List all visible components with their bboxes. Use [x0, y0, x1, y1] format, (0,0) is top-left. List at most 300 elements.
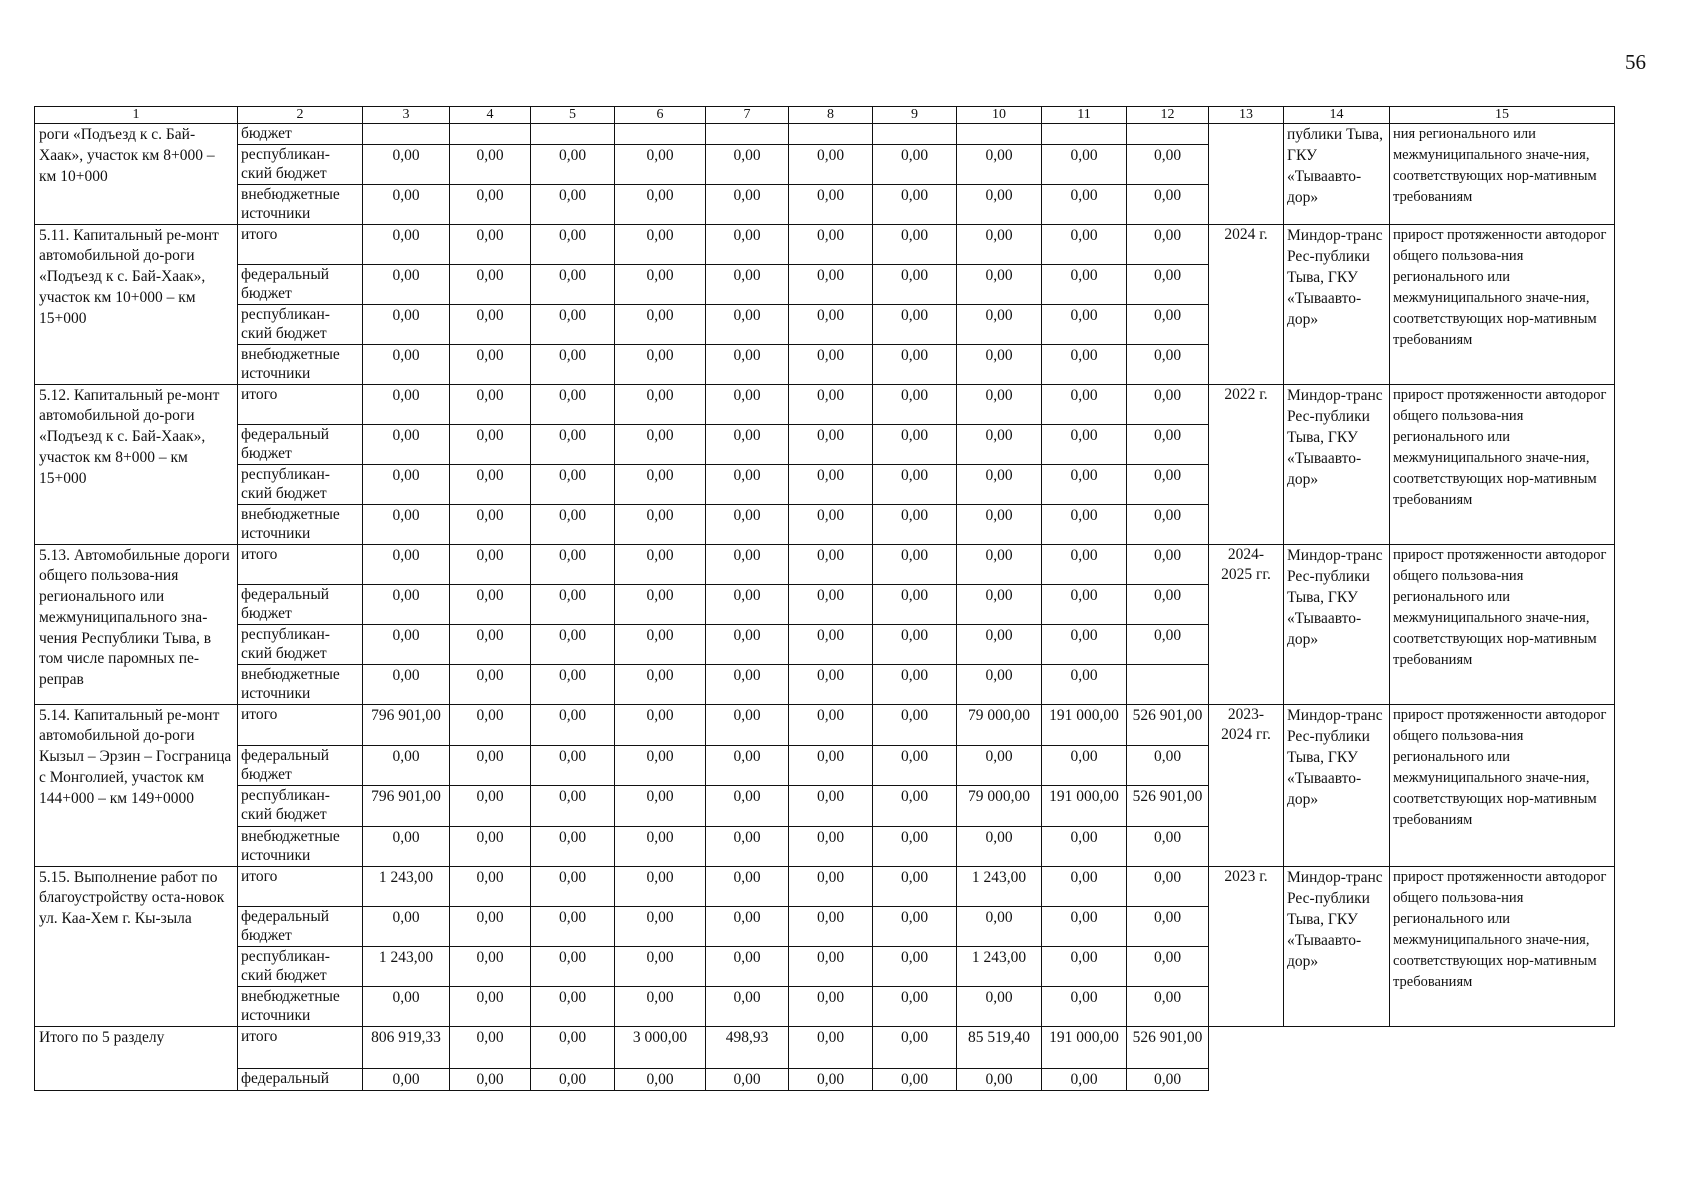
column-number-3: 3 [363, 107, 450, 124]
measure-name: 5.14. Капитальный ре-монт автомобильной до-роги Кызыл – Эрзин – Госграница с Монголией, участок км 144+000 – км 149+0000 [35, 704, 238, 866]
amount-cell: 0,00 [706, 464, 789, 504]
amount-cell: 0,00 [957, 544, 1042, 584]
amount-cell: 0,00 [1042, 986, 1127, 1026]
amount-cell: 0,00 [873, 906, 957, 946]
amount-cell: 0,00 [957, 384, 1042, 424]
executor: Миндор-транс Рес-публики Тыва, ГКУ «Тываавто-дор» [1284, 704, 1390, 866]
amount-cell: 0,00 [1042, 946, 1127, 986]
amount-cell: 0,00 [531, 986, 615, 1026]
amount-cell: 0,00 [706, 184, 789, 224]
amount-cell: 0,00 [450, 906, 531, 946]
column-number-7: 7 [706, 107, 789, 124]
amount-cell: 0,00 [873, 424, 957, 464]
amount-cell: 0,00 [531, 906, 615, 946]
executor: Миндор-транс Рес-публики Тыва, ГКУ «Тываавто-дор» [1284, 544, 1390, 704]
funding-source: итого [238, 384, 363, 424]
amount-cell: 0,00 [450, 344, 531, 384]
amount-cell: 0,00 [1127, 344, 1209, 384]
amount-cell: 0,00 [615, 224, 706, 264]
amount-cell: 0,00 [531, 184, 615, 224]
amount-cell: 0,00 [1042, 384, 1127, 424]
amount-cell: 0,00 [873, 624, 957, 664]
amount-cell: 0,00 [363, 344, 450, 384]
amount-cell: 0,00 [531, 946, 615, 986]
amount-cell: 0,00 [957, 304, 1042, 344]
table-row [35, 224, 1615, 264]
expected-result: прирост протяженности автодорог общего пользова-ния регионального или межмуниципального значе-ния, соответствующих нор-мативным требованиям [1390, 866, 1615, 1026]
amount-cell: 0,00 [957, 144, 1042, 184]
amount-cell: 0,00 [363, 504, 450, 544]
amount-cell: 0,00 [531, 344, 615, 384]
funding-source: внебюджетные источники [238, 826, 363, 866]
amount-cell: 0,00 [873, 664, 957, 704]
table-row [35, 704, 1615, 745]
amount-cell: 0,00 [1127, 624, 1209, 664]
amount-cell: 79 000,00 [957, 704, 1042, 745]
amount-cell: 0,00 [615, 1068, 706, 1090]
amount-cell: 0,00 [1042, 906, 1127, 946]
amount-cell: 0,00 [531, 224, 615, 264]
amount-cell: 0,00 [789, 504, 873, 544]
amount-cell: 0,00 [789, 304, 873, 344]
amount-cell: 0,00 [789, 785, 873, 826]
amount-cell: 0,00 [873, 464, 957, 504]
column-number-13: 13 [1209, 107, 1284, 124]
amount-cell: 0,00 [789, 624, 873, 664]
total-row [35, 1026, 1615, 1068]
amount-cell: 0,00 [363, 424, 450, 464]
funding-source: федеральный бюджет [238, 264, 363, 304]
amount-cell: 526 901,00 [1127, 704, 1209, 745]
amount-cell: 526 901,00 [1127, 1026, 1209, 1068]
amount-cell: 0,00 [789, 464, 873, 504]
amount-cell: 0,00 [1042, 1068, 1127, 1090]
amount-cell: 0,00 [531, 584, 615, 624]
amount-cell: 0,00 [1127, 826, 1209, 866]
amount-cell: 0,00 [531, 1068, 615, 1090]
amount-cell: 0,00 [706, 144, 789, 184]
amount-cell: 0,00 [1042, 866, 1127, 906]
amount-cell: 498,93 [706, 1026, 789, 1068]
table-row [35, 866, 1615, 906]
amount-cell [789, 124, 873, 145]
amount-cell: 0,00 [1127, 745, 1209, 785]
funding-source: итого [238, 866, 363, 906]
amount-cell: 1 243,00 [957, 946, 1042, 986]
executor: Миндор-транс Рес-публики Тыва, ГКУ «Тываавто-дор» [1284, 384, 1390, 544]
amount-cell: 0,00 [789, 986, 873, 1026]
amount-cell: 0,00 [363, 986, 450, 1026]
expected-result: прирост протяженности автодорог общего пользова-ния регионального или межмуниципального значе-ния, соответствующих нор-мативным требованиям [1390, 384, 1615, 544]
amount-cell: 0,00 [531, 664, 615, 704]
amount-cell: 0,00 [957, 584, 1042, 624]
amount-cell: 0,00 [1127, 1068, 1209, 1090]
amount-cell: 0,00 [615, 826, 706, 866]
amount-cell: 0,00 [1127, 946, 1209, 986]
amount-cell: 0,00 [450, 464, 531, 504]
funding-source: внебюджетные источники [238, 664, 363, 704]
amount-cell: 0,00 [450, 1026, 531, 1068]
amount-cell: 0,00 [789, 664, 873, 704]
amount-cell [615, 124, 706, 145]
amount-cell: 0,00 [706, 384, 789, 424]
amount-cell [450, 124, 531, 145]
amount-cell: 0,00 [615, 424, 706, 464]
funding-source: республикан-ский бюджет [238, 946, 363, 986]
amount-cell: 0,00 [1127, 866, 1209, 906]
amount-cell: 0,00 [615, 544, 706, 584]
amount-cell: 0,00 [615, 624, 706, 664]
amount-cell: 3 000,00 [615, 1026, 706, 1068]
amount-cell: 0,00 [1042, 224, 1127, 264]
amount-cell: 0,00 [531, 504, 615, 544]
amount-cell: 0,00 [531, 424, 615, 464]
amount-cell: 0,00 [957, 504, 1042, 544]
amount-cell: 0,00 [789, 344, 873, 384]
amount-cell: 0,00 [1042, 544, 1127, 584]
amount-cell: 0,00 [1127, 384, 1209, 424]
column-number-11: 11 [1042, 107, 1127, 124]
funding-source: итого [238, 224, 363, 264]
amount-cell: 0,00 [873, 785, 957, 826]
funding-source: федеральный бюджет [238, 584, 363, 624]
amount-cell: 0,00 [531, 785, 615, 826]
amount-cell: 0,00 [957, 906, 1042, 946]
amount-cell: 0,00 [706, 704, 789, 745]
expected-result: прирост протяженности автодорог общего пользова-ния регионального или межмуниципального значе-ния, соответствующих нор-мативным требованиям [1390, 224, 1615, 384]
amount-cell: 0,00 [363, 144, 450, 184]
amount-cell: 0,00 [873, 745, 957, 785]
amount-cell: 0,00 [615, 664, 706, 704]
amount-cell: 85 519,40 [957, 1026, 1042, 1068]
amount-cell: 0,00 [873, 544, 957, 584]
amount-cell: 0,00 [789, 906, 873, 946]
amount-cell: 0,00 [615, 785, 706, 826]
amount-cell: 0,00 [706, 946, 789, 986]
amount-cell: 0,00 [706, 986, 789, 1026]
funding-source: республикан-ский бюджет [238, 304, 363, 344]
amount-cell: 0,00 [789, 1026, 873, 1068]
amount-cell: 0,00 [450, 504, 531, 544]
amount-cell: 0,00 [615, 264, 706, 304]
amount-cell: 0,00 [363, 826, 450, 866]
implementation-period: 2023-2024 гг. [1209, 704, 1284, 866]
amount-cell: 0,00 [957, 464, 1042, 504]
amount-cell: 0,00 [1042, 304, 1127, 344]
amount-cell [957, 124, 1042, 145]
empty-cell [1209, 1026, 1615, 1090]
measure-name: 5.13. Автомобильные дороги общего пользова-ния регионального или межмуниципального зна-чения Республики Тыва, в том числе паромных пе-реправ [35, 544, 238, 704]
amount-cell: 0,00 [1042, 826, 1127, 866]
amount-cell: 0,00 [615, 184, 706, 224]
amount-cell: 0,00 [531, 264, 615, 304]
amount-cell: 0,00 [531, 745, 615, 785]
amount-cell: 0,00 [957, 624, 1042, 664]
funding-source: итого [238, 1026, 363, 1068]
amount-cell: 0,00 [957, 424, 1042, 464]
amount-cell [1127, 124, 1209, 145]
amount-cell: 0,00 [531, 304, 615, 344]
funding-source: республикан-ский бюджет [238, 785, 363, 826]
amount-cell: 0,00 [873, 704, 957, 745]
amount-cell: 0,00 [706, 664, 789, 704]
amount-cell: 0,00 [1127, 464, 1209, 504]
column-number-12: 12 [1127, 107, 1209, 124]
amount-cell [1042, 124, 1127, 145]
amount-cell: 0,00 [450, 424, 531, 464]
amount-cell: 0,00 [706, 424, 789, 464]
funding-source: федеральный бюджет [238, 424, 363, 464]
amount-cell: 0,00 [873, 264, 957, 304]
amount-cell: 79 000,00 [957, 785, 1042, 826]
amount-cell: 0,00 [363, 264, 450, 304]
amount-cell: 0,00 [873, 866, 957, 906]
amount-cell: 1 243,00 [363, 946, 450, 986]
table-row [35, 544, 1615, 584]
amount-cell: 0,00 [1127, 544, 1209, 584]
amount-cell: 0,00 [363, 664, 450, 704]
executor: публики Тыва, ГКУ «Тываавто-дор» [1284, 124, 1390, 225]
amount-cell: 0,00 [957, 184, 1042, 224]
funding-source: внебюджетные источники [238, 986, 363, 1026]
budget-table [34, 106, 1615, 1091]
measure-name: 5.15. Выполнение работ по благоустройству оста-новок ул. Каа-Хем г. Кы-зыла [35, 866, 238, 1026]
amount-cell: 0,00 [789, 704, 873, 745]
amount-cell: 0,00 [1127, 424, 1209, 464]
implementation-period: 2024 г. [1209, 224, 1284, 384]
amount-cell: 0,00 [363, 224, 450, 264]
amount-cell: 796 901,00 [363, 704, 450, 745]
amount-cell [706, 124, 789, 145]
amount-cell: 0,00 [789, 384, 873, 424]
amount-cell: 0,00 [873, 184, 957, 224]
amount-cell: 0,00 [363, 384, 450, 424]
amount-cell: 0,00 [450, 264, 531, 304]
amount-cell: 0,00 [957, 1068, 1042, 1090]
funding-source: внебюджетные источники [238, 184, 363, 224]
amount-cell: 0,00 [873, 584, 957, 624]
amount-cell: 0,00 [1127, 584, 1209, 624]
executor: Миндор-транс Рес-публики Тыва, ГКУ «Тываавто-дор» [1284, 224, 1390, 384]
amount-cell: 0,00 [363, 1068, 450, 1090]
amount-cell: 0,00 [1042, 464, 1127, 504]
expected-result: прирост протяженности автодорог общего пользова-ния регионального или межмуниципального значе-ния, соответствующих нор-мативным требованиям [1390, 544, 1615, 704]
amount-cell: 0,00 [873, 224, 957, 264]
amount-cell: 191 000,00 [1042, 704, 1127, 745]
amount-cell: 0,00 [706, 866, 789, 906]
amount-cell: 0,00 [450, 584, 531, 624]
amount-cell: 0,00 [1042, 584, 1127, 624]
amount-cell: 0,00 [706, 624, 789, 664]
amount-cell: 0,00 [615, 866, 706, 906]
amount-cell: 0,00 [1042, 184, 1127, 224]
amount-cell: 796 901,00 [363, 785, 450, 826]
amount-cell: 0,00 [957, 344, 1042, 384]
amount-cell: 0,00 [615, 946, 706, 986]
amount-cell [531, 124, 615, 145]
amount-cell: 0,00 [615, 504, 706, 544]
amount-cell: 0,00 [873, 986, 957, 1026]
measure-name: роги «Подъезд к с. Бай-Хаак», участок км 8+000 – км 10+000 [35, 124, 238, 225]
amount-cell: 0,00 [615, 384, 706, 424]
amount-cell: 0,00 [615, 906, 706, 946]
amount-cell: 0,00 [873, 384, 957, 424]
funding-source: итого [238, 544, 363, 584]
amount-cell: 0,00 [450, 624, 531, 664]
amount-cell: 0,00 [363, 624, 450, 664]
amount-cell: 0,00 [706, 544, 789, 584]
implementation-period: 2023 г. [1209, 866, 1284, 1026]
amount-cell: 0,00 [957, 826, 1042, 866]
amount-cell: 0,00 [450, 785, 531, 826]
amount-cell: 0,00 [1127, 264, 1209, 304]
amount-cell: 0,00 [789, 826, 873, 866]
amount-cell: 0,00 [789, 264, 873, 304]
funding-source: итого [238, 704, 363, 745]
amount-cell: 0,00 [1042, 504, 1127, 544]
amount-cell: 0,00 [450, 946, 531, 986]
amount-cell: 0,00 [1127, 906, 1209, 946]
amount-cell: 0,00 [873, 344, 957, 384]
amount-cell: 0,00 [706, 785, 789, 826]
amount-cell: 0,00 [873, 826, 957, 866]
amount-cell: 0,00 [706, 584, 789, 624]
funding-source: республикан-ский бюджет [238, 624, 363, 664]
amount-cell: 0,00 [450, 986, 531, 1026]
implementation-period: 2024-2025 гг. [1209, 544, 1284, 704]
amount-cell: 0,00 [1042, 344, 1127, 384]
amount-cell: 0,00 [789, 224, 873, 264]
amount-cell: 0,00 [706, 745, 789, 785]
column-number-5: 5 [531, 107, 615, 124]
amount-cell: 0,00 [789, 424, 873, 464]
amount-cell: 0,00 [789, 745, 873, 785]
implementation-period [1209, 124, 1284, 225]
amount-cell: 0,00 [957, 664, 1042, 704]
amount-cell: 0,00 [706, 826, 789, 866]
amount-cell: 0,00 [450, 745, 531, 785]
amount-cell: 0,00 [363, 906, 450, 946]
amount-cell: 0,00 [1042, 424, 1127, 464]
funding-source: федеральный бюджет [238, 745, 363, 785]
amount-cell: 0,00 [615, 304, 706, 344]
column-number-2: 2 [238, 107, 363, 124]
page-number: 56 [1625, 50, 1646, 74]
amount-cell: 0,00 [615, 344, 706, 384]
amount-cell: 0,00 [873, 144, 957, 184]
amount-cell: 0,00 [789, 184, 873, 224]
amount-cell: 0,00 [873, 304, 957, 344]
amount-cell: 0,00 [450, 384, 531, 424]
amount-cell: 0,00 [531, 384, 615, 424]
amount-cell: 0,00 [706, 504, 789, 544]
amount-cell: 0,00 [1042, 624, 1127, 664]
amount-cell: 0,00 [531, 826, 615, 866]
amount-cell: 0,00 [363, 584, 450, 624]
funding-source: федеральный [238, 1068, 363, 1090]
amount-cell: 0,00 [706, 1068, 789, 1090]
measure-name: 5.12. Капитальный ре-монт автомобильной до-роги «Подъезд к с. Бай-Хаак», участок км 8+000 – км 15+000 [35, 384, 238, 544]
amount-cell: 0,00 [706, 304, 789, 344]
amount-cell: 0,00 [531, 464, 615, 504]
expected-result: ния регионального или межмуниципального значе-ния, соответствующих нор-мативным требованиям [1390, 124, 1615, 225]
funding-source: внебюджетные источники [238, 344, 363, 384]
amount-cell: 0,00 [450, 866, 531, 906]
amount-cell: 0,00 [363, 544, 450, 584]
table-row [35, 384, 1615, 424]
amount-cell: 0,00 [615, 745, 706, 785]
column-number-4: 4 [450, 107, 531, 124]
measure-name: 5.11. Капитальный ре-монт автомобильной до-роги «Подъезд к с. Бай-Хаак», участок км 10+000 – км 15+000 [35, 224, 238, 384]
column-number-8: 8 [789, 107, 873, 124]
amount-cell: 191 000,00 [1042, 1026, 1127, 1068]
amount-cell: 0,00 [450, 826, 531, 866]
amount-cell: 0,00 [450, 544, 531, 584]
amount-cell [1127, 664, 1209, 704]
amount-cell: 0,00 [531, 704, 615, 745]
amount-cell: 0,00 [1042, 144, 1127, 184]
amount-cell: 0,00 [1127, 184, 1209, 224]
amount-cell: 0,00 [531, 544, 615, 584]
amount-cell: 0,00 [957, 986, 1042, 1026]
funding-source: республикан-ский бюджет [238, 144, 363, 184]
amount-cell: 0,00 [1127, 224, 1209, 264]
table-row [35, 124, 1615, 145]
amount-cell: 0,00 [450, 704, 531, 745]
amount-cell: 0,00 [531, 624, 615, 664]
column-number-14: 14 [1284, 107, 1390, 124]
amount-cell: 191 000,00 [1042, 785, 1127, 826]
amount-cell: 0,00 [531, 1026, 615, 1068]
amount-cell: 0,00 [873, 504, 957, 544]
amount-cell: 0,00 [789, 544, 873, 584]
column-number-9: 9 [873, 107, 957, 124]
amount-cell: 0,00 [450, 1068, 531, 1090]
amount-cell: 0,00 [450, 184, 531, 224]
amount-cell: 0,00 [706, 264, 789, 304]
amount-cell: 0,00 [873, 1068, 957, 1090]
funding-source: внебюджетные источники [238, 504, 363, 544]
column-number-10: 10 [957, 107, 1042, 124]
executor: Миндор-транс Рес-публики Тыва, ГКУ «Тываавто-дор» [1284, 866, 1390, 1026]
amount-cell: 0,00 [873, 1026, 957, 1068]
column-number-6: 6 [615, 107, 706, 124]
funding-source: республикан-ский бюджет [238, 464, 363, 504]
total-label: Итого по 5 разделу [35, 1026, 238, 1090]
funding-source: бюджет [238, 124, 363, 145]
amount-cell: 806 919,33 [363, 1026, 450, 1068]
amount-cell: 0,00 [615, 704, 706, 745]
amount-cell: 0,00 [363, 464, 450, 504]
amount-cell: 0,00 [1127, 504, 1209, 544]
amount-cell: 0,00 [450, 304, 531, 344]
amount-cell: 0,00 [615, 986, 706, 1026]
amount-cell: 0,00 [615, 584, 706, 624]
funding-source: федеральный бюджет [238, 906, 363, 946]
amount-cell: 0,00 [957, 224, 1042, 264]
amount-cell: 0,00 [789, 1068, 873, 1090]
amount-cell: 0,00 [957, 264, 1042, 304]
amount-cell: 0,00 [531, 866, 615, 906]
header-row [35, 107, 1615, 124]
amount-cell: 0,00 [706, 224, 789, 264]
amount-cell: 0,00 [1127, 144, 1209, 184]
expected-result: прирост протяженности автодорог общего пользова-ния регионального или межмуниципального значе-ния, соответствующих нор-мативным требованиям [1390, 704, 1615, 866]
amount-cell: 0,00 [363, 304, 450, 344]
amount-cell: 526 901,00 [1127, 785, 1209, 826]
amount-cell: 0,00 [1127, 986, 1209, 1026]
implementation-period: 2022 г. [1209, 384, 1284, 544]
